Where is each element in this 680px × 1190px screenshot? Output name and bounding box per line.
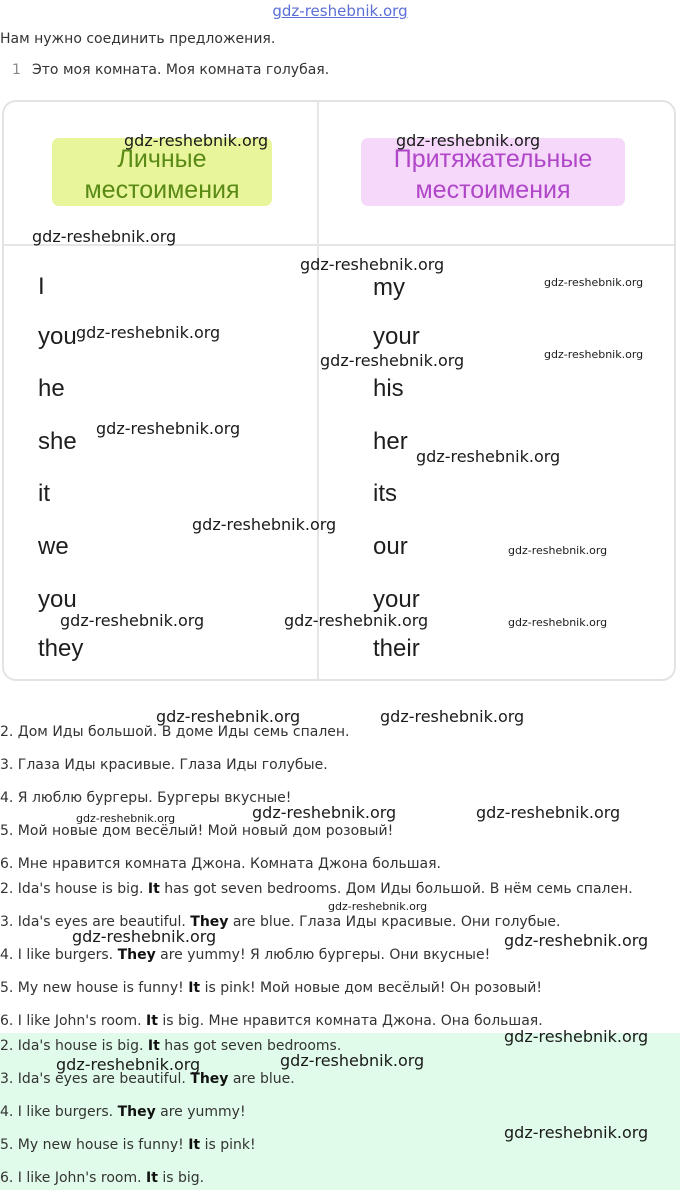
russian-sentence: 5. Мой новые дом весёлый! Мой новый дом розовый! bbox=[0, 823, 394, 839]
watermark: gdz-reshebnik.org bbox=[56, 1055, 201, 1074]
watermark: gdz-reshebnik.org bbox=[284, 611, 429, 630]
personal-pronoun: I bbox=[38, 273, 45, 300]
russian-sentence: 3. Глаза Иды красивые. Глаза Иды голубые. bbox=[0, 757, 328, 773]
personal-pronoun: he bbox=[38, 375, 65, 402]
personal-pronoun: you bbox=[38, 323, 77, 350]
column-divider bbox=[317, 102, 319, 679]
watermark: gdz-reshebnik.org bbox=[508, 544, 608, 557]
watermark: gdz-reshebnik.org bbox=[96, 419, 241, 438]
watermark: gdz-reshebnik.org bbox=[504, 1123, 649, 1142]
watermark: gdz-reshebnik.org bbox=[544, 348, 644, 361]
personal-pronoun: they bbox=[38, 635, 84, 662]
watermark: gdz-reshebnik.org bbox=[280, 1051, 425, 1070]
watermark: gdz-reshebnik.org bbox=[544, 276, 644, 289]
answer-sentence: 6. I like John's room. It is big. Мне нравится комната Джона. Она большая. bbox=[0, 1013, 543, 1029]
personal-pronouns-header: Личные местоимения bbox=[52, 138, 272, 206]
watermark: gdz-reshebnik.org bbox=[328, 900, 428, 913]
final-answer: 5. My new house is funny! It is pink! bbox=[0, 1137, 256, 1153]
possessive-pronoun: its bbox=[373, 480, 397, 507]
watermark: gdz-reshebnik.org bbox=[60, 611, 205, 630]
task-intro: Нам нужно соединить предложения. bbox=[0, 31, 276, 47]
watermark: gdz-reshebnik.org bbox=[380, 707, 525, 726]
watermark: gdz-reshebnik.org bbox=[72, 927, 217, 946]
russian-sentence: 2. Дом Иды большой. В доме Иды семь спален. bbox=[0, 724, 350, 740]
watermark: gdz-reshebnik.org bbox=[320, 351, 465, 370]
final-answer: 2. Ida's house is big. It has got seven bedrooms. bbox=[0, 1038, 342, 1054]
watermark: gdz-reshebnik.org bbox=[76, 812, 176, 825]
watermark: gdz-reshebnik.org bbox=[192, 515, 337, 534]
possessive-pronoun: our bbox=[373, 533, 408, 560]
watermark: gdz-reshebnik.org bbox=[416, 447, 561, 466]
russian-sentence: 6. Мне нравится комната Джона. Комната Джона большая. bbox=[0, 856, 441, 872]
possessive-pronoun: her bbox=[373, 428, 408, 455]
watermark: gdz-reshebnik.org bbox=[396, 131, 541, 150]
personal-pronoun: you bbox=[38, 586, 77, 613]
answer-sentence: 2. Ida's house is big. It has got seven bedrooms. Дом Иды большой. В нём семь спален. bbox=[0, 881, 633, 897]
answer-sentence: 5. My new house is funny! It is pink! Мой новые дом весёлый! Он розовый! bbox=[0, 980, 543, 996]
possessive-pronoun: your bbox=[373, 323, 420, 350]
final-answer: 3. Ida's eyes are beautiful. They are blue. bbox=[0, 1071, 295, 1087]
watermark: gdz-reshebnik.org bbox=[32, 227, 177, 246]
personal-pronoun: she bbox=[38, 428, 77, 455]
watermark: gdz-reshebnik.org bbox=[300, 255, 445, 274]
example-number: 1 bbox=[12, 62, 21, 78]
watermark: gdz-reshebnik.org bbox=[156, 707, 301, 726]
possessive-pronoun: my bbox=[373, 274, 405, 301]
personal-pronoun: it bbox=[38, 480, 50, 507]
site-link[interactable]: gdz-reshebnik.org bbox=[272, 2, 408, 20]
watermark: gdz-reshebnik.org bbox=[76, 323, 221, 342]
example-text: Это моя комната. Моя комната голубая. bbox=[32, 62, 330, 78]
watermark: gdz-reshebnik.org bbox=[504, 931, 649, 950]
possessive-pronoun: his bbox=[373, 375, 404, 402]
watermark: gdz-reshebnik.org bbox=[252, 803, 397, 822]
possessive-pronoun: their bbox=[373, 635, 420, 662]
final-answer: 6. I like John's room. It is big. bbox=[0, 1170, 205, 1186]
answer-sentence: 3. Ida's eyes are beautiful. They are blue. Глаза Иды красивые. Они голубые. bbox=[0, 914, 561, 930]
possessive-pronouns-header: Притяжательные местоимения bbox=[361, 138, 625, 206]
pronoun-table bbox=[2, 100, 676, 681]
russian-sentence: 4. Я люблю бургеры. Бургеры вкусные! bbox=[0, 790, 292, 806]
personal-pronoun: we bbox=[38, 533, 69, 560]
answer-sentence: 4. I like burgers. They are yummy! Я люблю бургеры. Они вкусные! bbox=[0, 947, 491, 963]
watermark: gdz-reshebnik.org bbox=[508, 616, 608, 629]
watermark: gdz-reshebnik.org bbox=[476, 803, 621, 822]
watermark: gdz-reshebnik.org bbox=[124, 131, 269, 150]
possessive-pronoun: your bbox=[373, 586, 420, 613]
final-answer: 4. I like burgers. They are yummy! bbox=[0, 1104, 246, 1120]
watermark: gdz-reshebnik.org bbox=[504, 1027, 649, 1046]
